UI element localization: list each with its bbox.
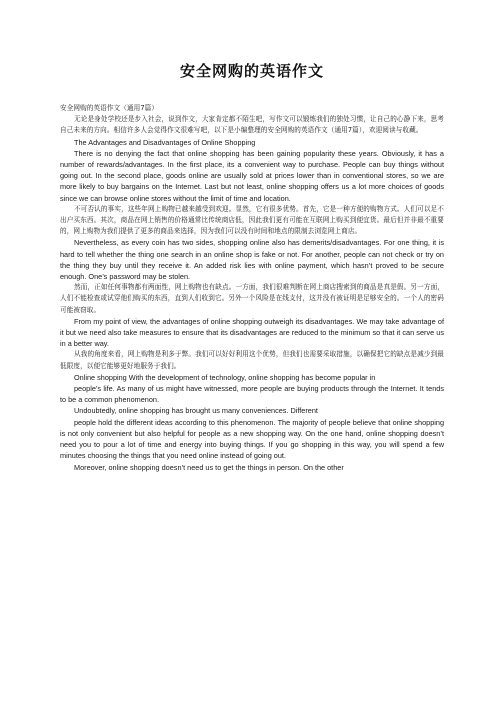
paragraph: 从我的角度来看，网上购物是利多于弊。我们可以好好利用这个优势，但我们也需要采取措施，以确保把它的缺点是减少到最低限度，以便它能够更好地服务于我们。 [60, 350, 444, 370]
paragraph: From my point of view, the advantages of online shopping outweigh its disadvantages. We may take advantage of it but we need also take measures to ensure that its disadvantages are reduced to the minimum so that it can serve us in a better way. [60, 316, 444, 349]
paragraph: 无论是身处学校还是步入社会，说到作文，大家肯定都不陌生吧，写作文可以锻炼我们的独处习惯，让自己的心静下来，思考自己未来的方向。相信许多人会觉得作文很难写吧，以下是小编整理的安全网购的英语作文（通用7篇），欢迎阅读与收藏。 [60, 115, 444, 135]
paragraph: Online shopping With the development of technology, online shopping has become popular in [74, 372, 376, 382]
paragraph: Moreover, online shopping doesn’t need us to get the things in person. On the other [74, 462, 344, 472]
paragraph: The Advantages and Disadvantages of Online Shopping [74, 137, 256, 147]
document-title: 安全网购的英语作文 [179, 62, 324, 80]
paragraph: 不可否认的事实，这些年网上购物已越来越受到欢迎。显然，它有很多优势。首先，它是一种方便的购物方式。人们可以足不出户买东西。其次，商品在网上销售的价格通常比传统商店低，因此我们更有可能在互联网上购买到便宜货。最后但并非最不重要的，网上购物为我们提供了更多的商品来选择，因为我们可以没有时间和地点的限制去浏览网上商店。 [60, 204, 444, 236]
paragraph: 安全网购的英语作文（通用7篇） [60, 104, 159, 112]
paragraph: Undoubtedly, online shopping has brought us many conveniences. Different [74, 406, 318, 416]
paragraph: Nevertheless, as every coin has two sides, shopping online also has demerits/disadvantages. For one thing, it is hard to tell whether the thing one search in an online shop is fake or not. For another, people can not check or try on the thing they buy until they receive it. An added risk lies with online payment, which hasn’t proved to be secure enough. One’s password may be stolen. [60, 238, 444, 282]
paragraph: 然而，正如任何事物都有两面性，网上购物也有缺点。一方面，我们很难判断在网上商店搜索到的商品是真是假。另一方面，人们不能检查或试穿他们购买的东西，直到人们收到它。另外一个风险是在线支付，这并没有被证明是足够安全的。一个人的密码可能被窃取。 [60, 283, 444, 314]
paragraph: people’s life. As many of us might have witnessed, more people are buying products through the Internet. It tends to be a common phenomenon. [60, 384, 444, 405]
paragraph: There is no denying the fact that online shopping has been gaining popularity these years. Obviously, it has a number of rewards/advantages. In the first place, its a convenient way to purchase. People can buy things without going out. In the second place, goods online are usually sold at prices lower than in conventional stores, so we are more likely to buy bargains on the Internet. Last but not least, online shopping offers us a lot more choices of goods since we can browse online stores without the limit of time and location. [60, 148, 444, 203]
document-body [60, 103, 444, 473]
paragraph: people hold the different ideas according to this phenomenon. The majority of people believe that online shopping is not only convenient but also helpful for people as a new shopping way. On the one hand, online shopping doesn’t need you to pour a lot of time and energy into buying things. If you go shopping in this way, you will spend a few minutes choosing the things that you need online instead of going out. [60, 417, 444, 461]
